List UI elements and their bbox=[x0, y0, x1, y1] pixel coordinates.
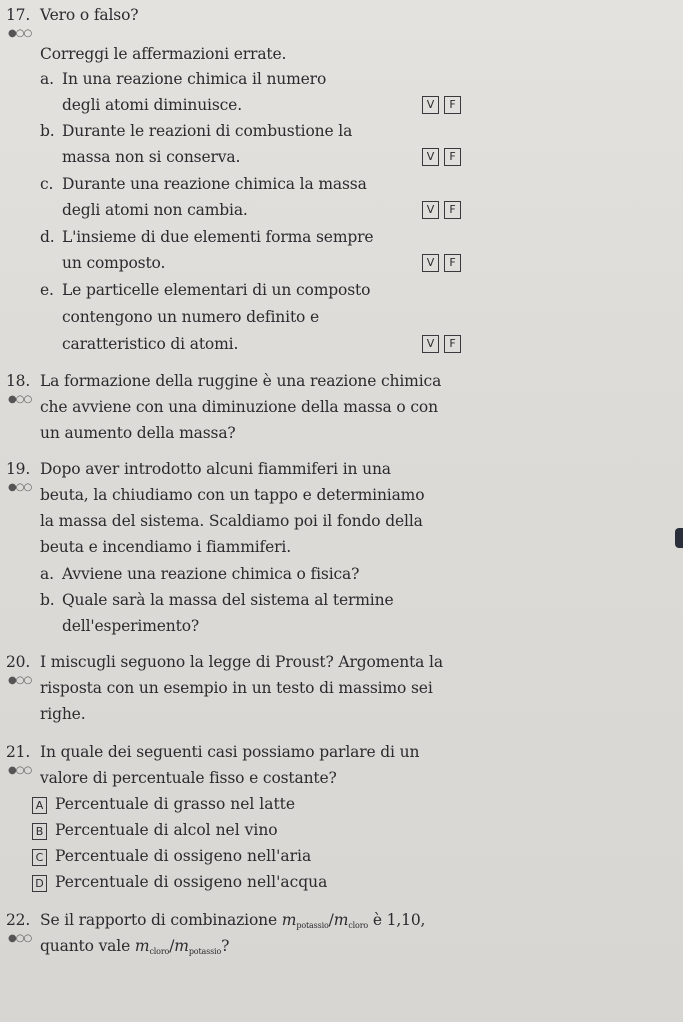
q17e-letter: e. bbox=[40, 281, 54, 299]
q22-number: 22. bbox=[6, 911, 31, 929]
page-edge-tab bbox=[675, 528, 683, 548]
q18-difficulty: ●○○ bbox=[8, 394, 32, 405]
q18-line1: La formazione della ruggine è una reazione chimica bbox=[40, 372, 442, 390]
q19-line4: beuta e incendiamo i fiammiferi. bbox=[40, 538, 292, 556]
q21-number: 21. bbox=[6, 743, 31, 761]
q17d-vf bbox=[422, 254, 461, 272]
q22-difficulty: ●○○ bbox=[8, 933, 32, 944]
q17e-vf bbox=[422, 335, 461, 353]
q17c-letter: c. bbox=[40, 175, 54, 193]
q20-line1: I miscugli seguono la legge di Proust? Argomenta la bbox=[40, 653, 443, 671]
q21-difficulty: ●○○ bbox=[8, 765, 32, 776]
q17-title: Vero o falso? bbox=[40, 6, 139, 24]
false-checkbox[interactable]: F bbox=[444, 201, 461, 219]
q17c-vf bbox=[422, 201, 461, 219]
q21-option-a[interactable] bbox=[32, 795, 295, 814]
q19-line2: beuta, la chiudiamo con un tappo e determiniamo bbox=[40, 486, 425, 504]
q18-line3: un aumento della massa? bbox=[40, 424, 236, 442]
q19b-line1: Quale sarà la massa del sistema al termine bbox=[62, 591, 394, 609]
q17e-line1: Le particelle elementari di un composto bbox=[62, 281, 371, 299]
true-checkbox[interactable]: V bbox=[422, 148, 439, 166]
q19b-line2: dell'esperimento? bbox=[62, 617, 200, 635]
q17a-line1: In una reazione chimica il numero bbox=[62, 70, 327, 88]
false-checkbox[interactable]: F bbox=[444, 96, 461, 114]
q19a-text: Avviene una reazione chimica o fisica? bbox=[62, 565, 360, 583]
true-checkbox[interactable]: V bbox=[422, 335, 439, 353]
q17-instruction: Correggi le affermazioni errate. bbox=[40, 45, 287, 63]
q17a-letter: a. bbox=[40, 70, 54, 88]
q19b-letter: b. bbox=[40, 591, 55, 609]
option-letter-box: A bbox=[32, 797, 47, 814]
q17b-line1: Durante le reazioni di combustione la bbox=[62, 122, 353, 140]
q17b-vf bbox=[422, 148, 461, 166]
q17-number: 17. bbox=[6, 6, 31, 24]
q17b-line2: massa non si conserva. bbox=[62, 148, 241, 166]
q19a-letter: a. bbox=[40, 565, 54, 583]
q17a-line2: degli atomi diminuisce. bbox=[62, 96, 242, 114]
q19-line1: Dopo aver introdotto alcuni fiammiferi in una bbox=[40, 460, 391, 478]
q17c-line1: Durante una reazione chimica la massa bbox=[62, 175, 367, 193]
q20-number: 20. bbox=[6, 653, 31, 671]
option-text: Percentuale di grasso nel latte bbox=[55, 795, 296, 813]
option-letter-box: C bbox=[32, 849, 47, 866]
q17d-line1: L'insieme di due elementi forma sempre bbox=[62, 228, 374, 246]
true-checkbox[interactable]: V bbox=[422, 254, 439, 272]
true-checkbox[interactable]: V bbox=[422, 96, 439, 114]
q21-option-c[interactable] bbox=[32, 847, 311, 866]
q17e-line3: caratteristico di atomi. bbox=[62, 335, 239, 353]
q20-difficulty: ●○○ bbox=[8, 675, 32, 686]
q18-number: 18. bbox=[6, 372, 31, 390]
q20-line2: risposta con un esempio in un testo di massimo sei bbox=[40, 679, 433, 697]
option-text: Percentuale di alcol nel vino bbox=[55, 821, 278, 839]
q19-difficulty: ●○○ bbox=[8, 482, 32, 493]
q17b-letter: b. bbox=[40, 122, 55, 140]
false-checkbox[interactable]: F bbox=[444, 335, 461, 353]
q17d-letter: d. bbox=[40, 228, 55, 246]
q22-line1: Se il rapporto di combinazione $m_{potassio}/m_{cloro}$ è 1,10, bbox=[40, 911, 426, 930]
q17-difficulty: ●○○ bbox=[8, 28, 32, 39]
q22-line2: quanto vale $m_{cloro}/m_{potassio}$? bbox=[40, 937, 230, 956]
false-checkbox[interactable]: F bbox=[444, 254, 461, 272]
q21-option-b[interactable] bbox=[32, 821, 278, 840]
q19-line3: la massa del sistema. Scaldiamo poi il fondo della bbox=[40, 512, 423, 530]
false-checkbox[interactable]: F bbox=[444, 148, 461, 166]
q20-line3: righe. bbox=[40, 705, 86, 723]
q17e-line2: contengono un numero definito e bbox=[62, 308, 320, 326]
q17a-vf bbox=[422, 96, 461, 114]
option-letter-box: B bbox=[32, 823, 47, 840]
option-letter-box: D bbox=[32, 875, 47, 892]
q18-line2: che avviene con una diminuzione della massa o con bbox=[40, 398, 438, 416]
option-text: Percentuale di ossigeno nell'acqua bbox=[55, 873, 328, 891]
q17c-line2: degli atomi non cambia. bbox=[62, 201, 248, 219]
q21-line2: valore di percentuale fisso e costante? bbox=[40, 769, 337, 787]
true-checkbox[interactable]: V bbox=[422, 201, 439, 219]
q21-option-d[interactable] bbox=[32, 873, 327, 892]
q21-line1: In quale dei seguenti casi possiamo parlare di un bbox=[40, 743, 420, 761]
q19-number: 19. bbox=[6, 460, 31, 478]
q17d-line2: un composto. bbox=[62, 254, 166, 272]
option-text: Percentuale di ossigeno nell'aria bbox=[55, 847, 312, 865]
